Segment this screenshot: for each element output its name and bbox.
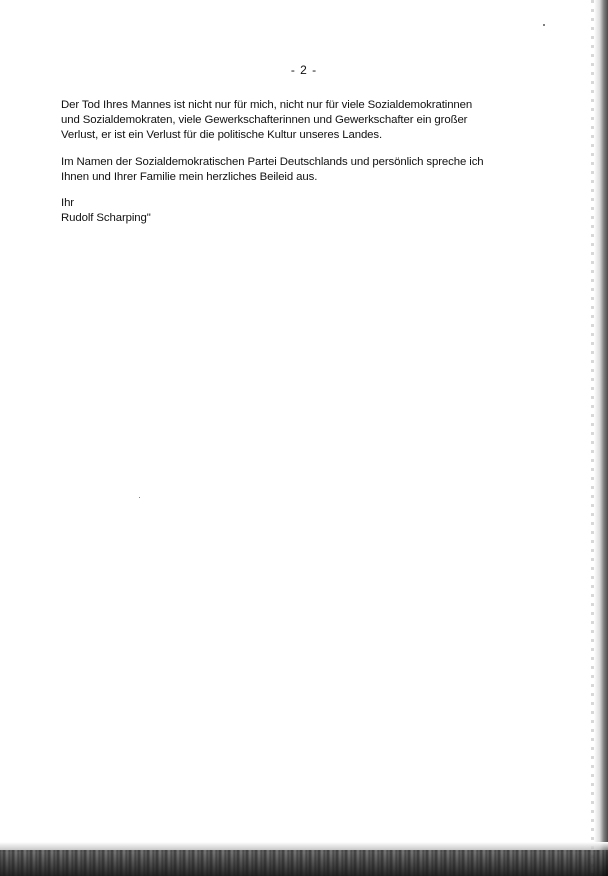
text-line: Ihnen und Ihrer Familie mein herzliches Beileid aus. — [61, 171, 318, 183]
signature-name: Rudolf Scharping" — [61, 212, 151, 224]
paragraph-sympathy — [61, 155, 531, 185]
text-line: Verlust, er ist ein Verlust für die politische Kultur unseres Landes. — [61, 129, 383, 141]
scan-speck — [139, 497, 140, 498]
text-line: und Sozialdemokraten, viele Gewerkschafterinnen und Gewerkschafter ein großer — [61, 114, 468, 126]
scan-speck — [543, 24, 545, 26]
scan-edge-bottom — [0, 850, 608, 876]
paragraph-condolence — [61, 98, 531, 143]
text-line: Im Namen der Sozialdemokratischen Partei Deutschlands und persönlich spreche ich — [61, 156, 484, 168]
closing-salutation: Ihr — [61, 197, 74, 209]
page-number: - 2 - — [290, 63, 318, 77]
letter-closing — [61, 196, 531, 226]
scan-edge-right — [594, 0, 608, 876]
text-line: Der Tod Ihres Mannes ist nicht nur für mich, nicht nur für viele Sozialdemokratinnen — [61, 99, 473, 111]
